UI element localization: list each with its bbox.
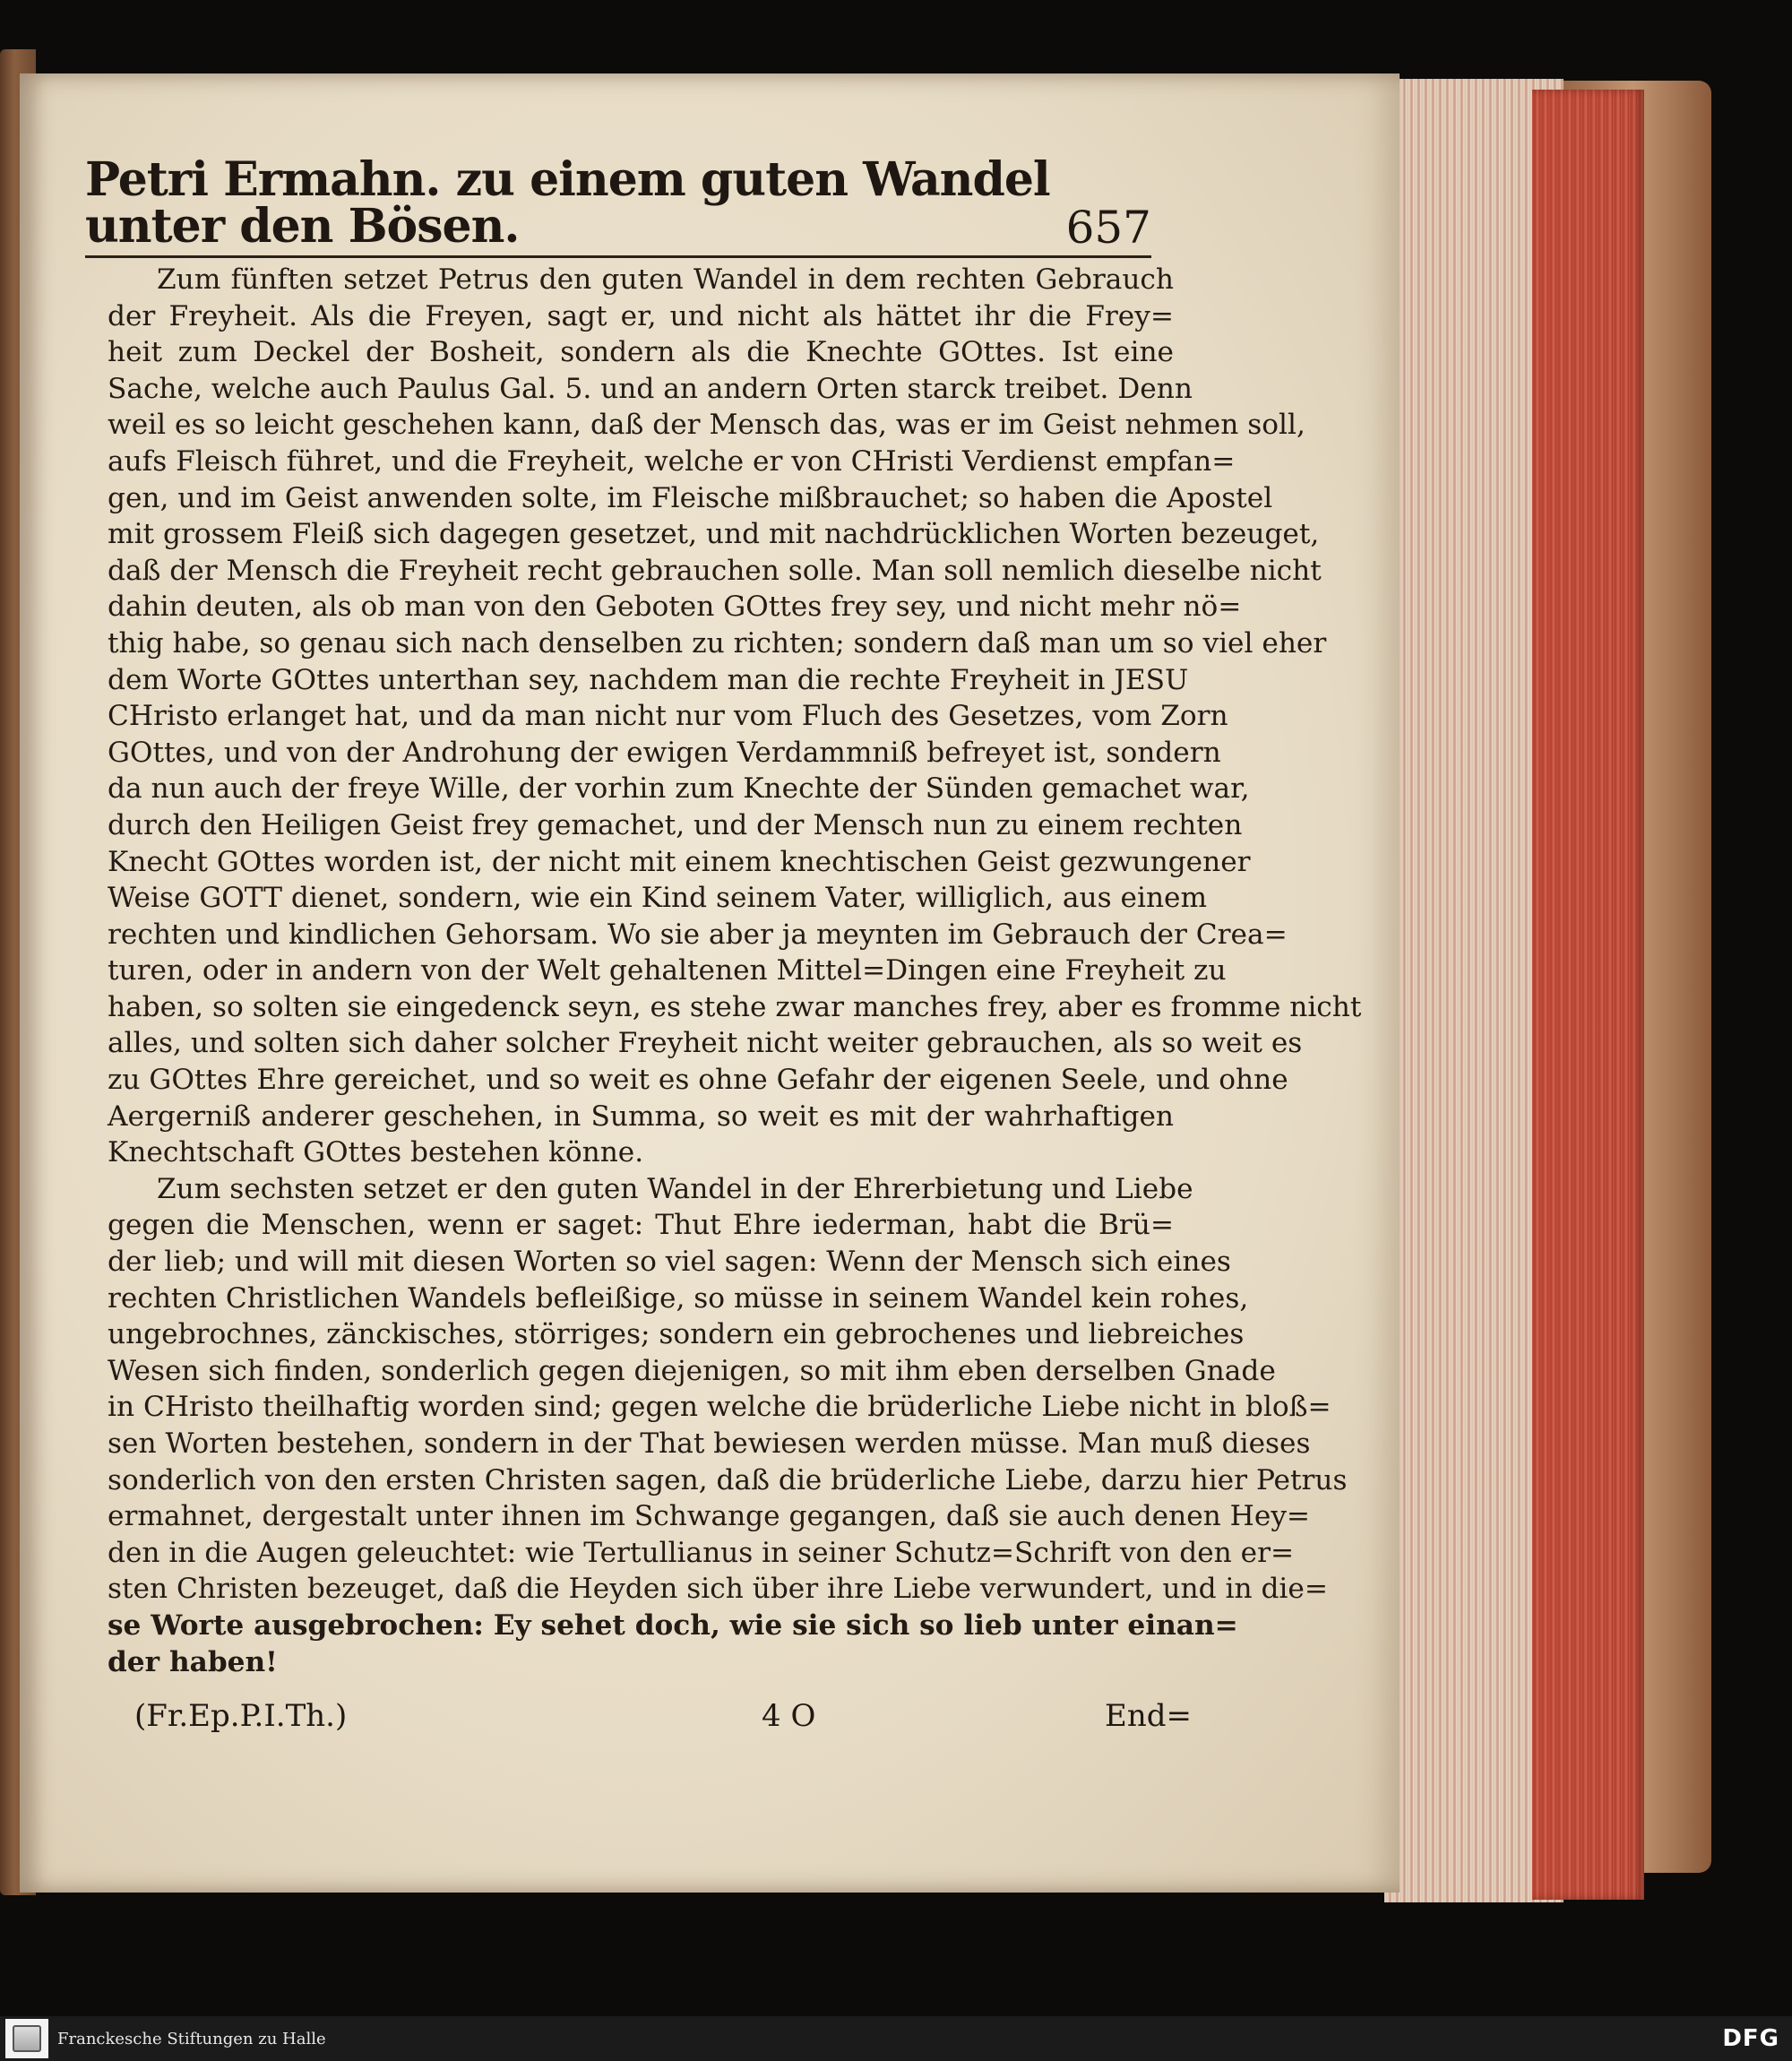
institution-name[interactable]: Franckesche Stiftungen zu Halle (57, 2029, 326, 2048)
viewer-bottom-bar (0, 2016, 1792, 2061)
text-line: Wesen sich finden, sonderlich gegen diejenigen, so mit ihm eben derselben Gnade (108, 1354, 1276, 1387)
paragraph (108, 1171, 1348, 1680)
text-line: gen, und im Geist anwenden solte, im Fleische mißbrauchet; so haben die Apostel (108, 481, 1273, 514)
francke-foundation-logo-icon (5, 2019, 48, 2058)
catchword: End= (1105, 1698, 1192, 1734)
text-line: daß der Mensch die Freyheit recht gebrauchen solle. Man soll nemlich dieselbe nicht (108, 554, 1322, 587)
text-line: der Freyheit. Als die Freyen, sagt er, und nicht als hättet ihr die Frey= (108, 299, 1174, 332)
paragraph (108, 262, 1362, 1171)
text-line: turen, oder in andern von der Welt gehaltenen Mittel=Dingen eine Freyheit zu (108, 954, 1227, 987)
text-line: weil es so leicht geschehen kann, daß der Mensch das, was er im Geist nehmen soll, (108, 409, 1305, 442)
logo-mark (13, 2025, 41, 2052)
text-line: zu GOttes Ehre gereichet, und so weit es ohne Gefahr der eigenen Seele, und ohne (108, 1064, 1288, 1097)
text-line: Aergerniß anderer geschehen, in Summa, so weit es mit der wahrhaftigen (108, 1099, 1174, 1133)
text-line: in CHristo theilhaftig worden sind; gegen welche die brüderliche Liebe nicht in bloß= (108, 1391, 1331, 1424)
text-line: sten Christen bezeuget, daß die Heyden sich über ihre Liebe verwundert, und in die= (108, 1573, 1328, 1606)
text-line: Knecht GOttes worden ist, der nicht mit einem knechtischen Geist gezwungener (108, 845, 1251, 878)
text-line: aufs Fleisch führet, und die Freyheit, welche er von CHristi Verdienst empfan= (108, 444, 1236, 478)
page-number: 657 (1065, 202, 1151, 254)
text-line: durch den Heiligen Geist frey gemachet, und der Mensch nun zu einem rechten (108, 808, 1243, 841)
text-line: der lieb; und will mit diesen Worten so viel sagen: Wenn der Mensch sich eines (108, 1246, 1231, 1279)
text-line: da nun auch der freye Wille, der vorhin zum Knechte der Sünden gemachet war, (108, 772, 1250, 806)
gathering-mark: 4 O (762, 1698, 816, 1734)
text-line: Weise GOTT dienet, sondern, wie ein Kind seinem Vater, williglich, aus einem (108, 882, 1208, 915)
text-line: mit grossem Fleiß sich dagegen gesetzet, und mit nachdrücklichen Worten bezeuget, (108, 518, 1320, 551)
text-line: Zum sechsten setzet er den guten Wandel in der Ehrerbietung und Liebe (157, 1172, 1193, 1205)
text-line: CHristo erlanget hat, und da man nicht nur vom Fluch des Gesetzes, vom Zorn (108, 700, 1228, 733)
text-line: ungebrochnes, zänckisches, störriges; sondern ein gebrochenes und liebreiches (108, 1318, 1245, 1351)
text-line: dem Worte GOttes unterthan sey, nachdem man die rechte Freyheit in JESU (108, 663, 1189, 696)
dfg-logo[interactable]: DFG (1722, 2025, 1779, 2052)
text-line: heit zum Deckel der Bosheit, sondern als die Knechte GOttes. Ist eine (108, 336, 1174, 369)
text-line: thig habe, so genau sich nach denselben zu richten; sondern daß man um so viel eher (108, 626, 1327, 660)
running-title: Petri Ermahn. zu einem guten Wandel unter den Bösen. (85, 152, 1050, 254)
text-line: ermahnet, dergestalt unter ihnen im Schwange gegangen, daß sie auch denen Hey= (108, 1500, 1311, 1533)
text-line: Knechtschaft GOttes bestehen könne. (108, 1136, 644, 1169)
text-line: dahin deuten, als ob man von den Geboten GOttes frey sey, und nicht mehr nö= (108, 591, 1242, 624)
page-footer (134, 1698, 1192, 1743)
text-line: rechten Christlichen Wandels befleißige, so müsse in seinem Wandel kein rohes, (108, 1281, 1249, 1315)
text-line: Sache, welche auch Paulus Gal. 5. und an andern Orten starck treibet. Denn (108, 372, 1193, 405)
red-page-edges (1532, 90, 1644, 1900)
page-header (85, 152, 1151, 258)
text-line: alles, und solten sich daher solcher Freyheit nicht weiter gebrauchen, als so weit es (108, 1027, 1303, 1060)
text-line: den in die Augen geleuchtet: wie Tertullianus in seiner Schutz=Schrift von den er= (108, 1536, 1295, 1569)
text-line: haben, so solten sie eingedenck seyn, es stehe zwar manches frey, aber es fromme nicht (108, 990, 1362, 1023)
text-line: rechten und kindlichen Gehorsam. Wo sie aber ja meynten im Gebrauch der Crea= (108, 918, 1288, 951)
text-line: Zum fünften setzet Petrus den guten Wandel in dem rechten Gebrauch (157, 263, 1174, 296)
text-line: se Worte ausgebrochen: Ey sehet doch, wie sie sich so lieb unter einan= (108, 1608, 1238, 1642)
text-line: sonderlich von den ersten Christen sagen, daß die brüderliche Liebe, darzu hier Petrus (108, 1463, 1348, 1496)
text-line: GOttes, und von der Androhung der ewigen Verdammniß befreyet ist, sondern (108, 736, 1221, 769)
text-line: sen Worten bestehen, sondern in der That bewiesen werden müsse. Man muß dieses (108, 1427, 1311, 1460)
text-line: gegen die Menschen, wenn er saget: Thut Ehre iederman, habt die Brü= (108, 1209, 1174, 1242)
text-line: der haben! (108, 1645, 278, 1678)
body-text (108, 262, 1362, 1680)
signature-line: (Fr.Ep.P.I.Th.) (134, 1698, 348, 1734)
